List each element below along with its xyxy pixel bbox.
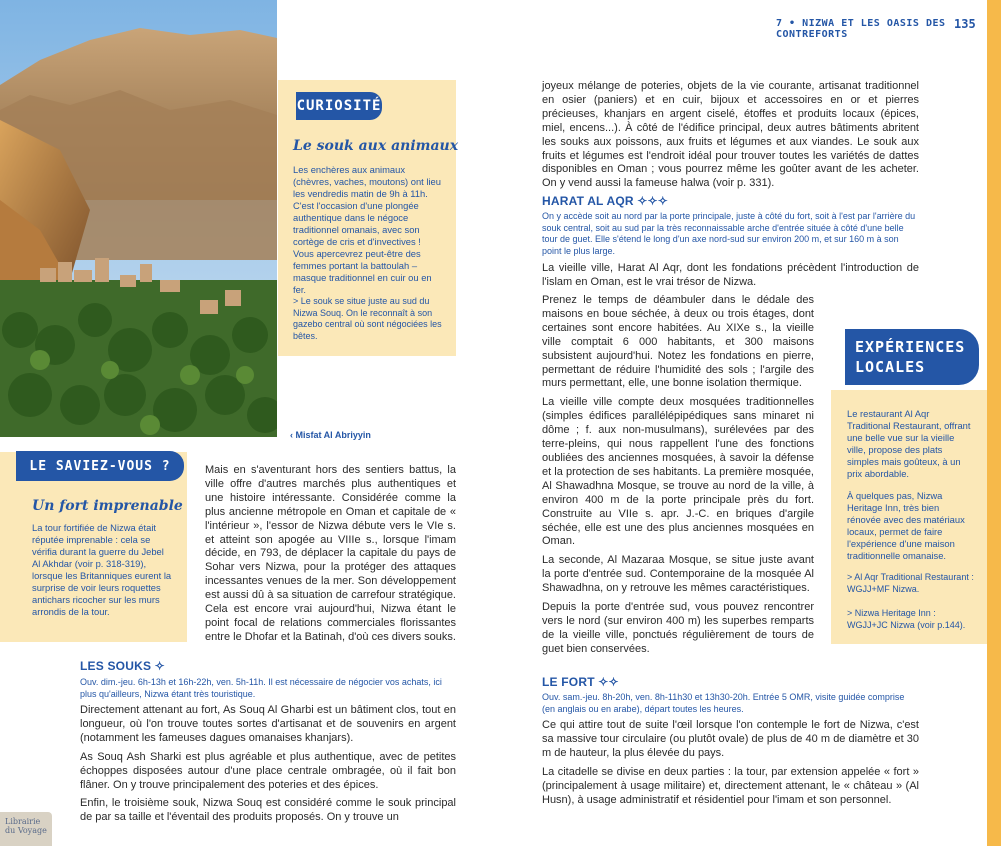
souks-p1: Directement attenant au fort, As Souq Al Gharbi est un bâtiment clos, tout en longueur, où l'on trouve toutes sortes d'artisanat et de souvenirs en argent (notamment les fameuses dagues omanaises khanjars). xyxy=(80,704,456,744)
photo-caption-text: Misfat Al Abriyyin xyxy=(295,430,371,440)
souks-text xyxy=(80,704,456,830)
harat-p5: Depuis la porte d'entrée sud, vous pouvez rencontrer vers le nord (sur environ 400 m) les superbes remparts de la vieille ville, ponctués régulièrement de tours de guet bien conservées. xyxy=(542,601,814,655)
curiosite-body: Les enchères aux animaux (chèvres, vaches, moutons) ont lieu les vendredis matin de 9h à 11h. C'est l'occasion d'une plongée authentique dans le négoce traditionnel omanais, avec son cortège de cris et d'invectives ! Vous apercevrez peut-être des femmes portant la battoulah – masque traditionnel en cuir ou en fer. xyxy=(293,164,441,295)
page-edge-tab xyxy=(987,0,1001,846)
experiences-tag-line1: EXPÉRIENCES xyxy=(855,338,966,356)
fort-p1: Ce qui attire tout de suite l'œil lorsque l'on contemple le fort de Nizwa, c'est sa massive tour circulaire (ou plutôt ovale) de plus de 40 m de diamètre et 30 m de hauteur, la plus élevée du pays. xyxy=(542,719,919,759)
souks-p3: Enfin, le troisième souk, Nizwa Souq est considéré comme le souk principal de par sa taille et l'éventail des produits proposés. On y trouve un xyxy=(80,797,456,824)
harat-p4: La seconde, Al Mazaraa Mosque, se situe juste avant la porte d'entrée sud. Contemporaine de la mosquée Al Shawadhna, on y retrouve les mêmes caractéristiques. xyxy=(542,554,814,595)
harat-p2: Prenez le temps de déambuler dans le dédale des maisons en boue séchée, à deux ou trois étages, dont certaines sont encore habitées. Au XIXe s., la vieille ville comptait 6 000 habitants, et 300 maisons subsistent aujourd'hui. Notez les fondations en pierre, permettant de réduire l'humidité des sols ; l'argile des murs permettant, elle, une bonne isolation thermique. xyxy=(542,294,814,390)
experiences-p2: À quelques pas, Nizwa Heritage Inn, très bien rénovée avec des matériaux locaux, permet de faire l'expérience d'une maison traditionnelle omanaise. xyxy=(847,490,965,561)
page-number: 135 xyxy=(954,17,976,31)
photo-caption: ‹ Misfat Al Abriyyin xyxy=(290,430,371,440)
oasis-photo-illustration xyxy=(0,0,277,437)
harat-text xyxy=(542,294,814,662)
souks-heading: LES SOUKS ✧ xyxy=(80,659,165,673)
fort-heading: LE FORT ✧✧ xyxy=(542,675,619,689)
fort-p2: La citadelle se divise en deux parties : la tour, par extension appelée « fort » (principalement à usage militaire) et, directement attenant, le « château » (Al Husn), à usage administratif et résidentiel pour l'imam et son personnel. xyxy=(542,765,919,806)
saviez-vous-title: Un fort imprenable xyxy=(32,498,183,514)
right-column-top xyxy=(542,80,919,196)
chapter-header: 7 • NIZWA ET LES OASIS DES CONTREFORTS xyxy=(776,18,946,40)
fort-text xyxy=(542,719,919,812)
souk-continuation: joyeux mélange de poteries, objets de la vie courante, artisanat traditionnel en osier (paniers) et en cuir, bijoux et accessoires en or et pierres précieuses, khanjars en argent ciselé, étoffes et produits locaux (épices, miel, encens...). À côté de l'édifice principal, deux autres bâtiments abritent les souks aux poissons, aux fruits et légumes et aux viandes. Le souk aux fruits et légumes est l'endroit idéal pour trouver toutes les variétés de dattes disponibles en Oman ; vous pourrez même les goûter avant de les acheter. On y vend aussi la fameuse halwa (voir p. 331). xyxy=(542,80,919,190)
experiences-ref1: > Al Aqr Traditional Restaurant : WGJJ+MF Nizwa. xyxy=(847,572,974,594)
saviez-vous-tag: LE SAVIEZ-VOUS ? xyxy=(16,451,184,481)
experiences-ref2: > Nizwa Heritage Inn : WGJJ+JC Nizwa (voir p.144). xyxy=(847,608,966,630)
middle-column xyxy=(205,464,456,650)
harat-info: On y accède soit au nord par la porte principale, juste à côté du fort, soit à l'est par l'arrière du souk central, soit au sud par la très reconnaissable arche d'entrée située à côté d'une belle tour de guet. Elle s'étend le long d'un axe nord-sud sur environ 200 m, et sur 160 m à son point le plus large. xyxy=(542,211,916,256)
curiosite-title: Le souk aux animaux xyxy=(293,138,459,154)
experiences-tag xyxy=(845,329,979,385)
logo-line2: du Voyage xyxy=(5,826,47,835)
harat-p3: La vieille ville compte deux mosquées traditionnelles (simples édifices parallélépipédiques sans minaret ni dôme ; f. aux non-musulmans), surélevées par des terre-pleins, qui nous rappellent l'une des fonctions oubliées des anciennes mosquées, à savoir la défense et la protection de ses habitants. La première mosquée, Al Shawadhna Mosque, se trouve au nord de la ville, à environ 400 m de la porte principale près du fort. Construite au VIIe s. apr. J.-C. en briques d'argile séchée, elle est une des plus anciennes mosquées en Oman. xyxy=(542,396,814,548)
experiences-p1: Le restaurant Al Aqr Traditional Restaurant, offrant une belle vue sur la vieille ville, propose des plats simples mais goûteux, à un prix abordable. xyxy=(847,408,971,479)
curiosite-note: > Le souk se situe juste au sud du Nizwa Souq. On le reconnaît à son gazebo central où sont négociées les bêtes. xyxy=(293,296,442,341)
souks-p2: As Souq Ash Sharki est plus agréable et plus authentique, avec de petites échoppes disposées autour d'une place centrale ombragée, où il fait bon flâner. On y trouve principalement des poteries et des épices. xyxy=(80,750,456,791)
landscape-photo xyxy=(0,0,277,437)
curiosite-tag: CURIOSITÉ xyxy=(296,92,382,120)
fort-info: Ouv. sam.-jeu. 8h-20h, ven. 8h-11h30 et 13h30-20h. Entrée 5 OMR, visite guidée comprise (en anglais ou en arabe), départ toutes les heures. xyxy=(542,692,905,714)
saviez-vous-body: La tour fortifiée de Nizwa était réputée imprenable : cela se vérifia durant la guerre du Jebel Al Akhdar (voir p. 318-319), lorsque les Britanniques eurent la surprise de voir leurs roquettes antichars ricocher sur les murs arrondis de la tour. xyxy=(32,522,172,617)
souks-info: Ouv. dim.-jeu. 6h-13h et 16h-22h, ven. 5h-11h. Il est nécessaire de négocier vos achats, ici plus qu'ailleurs, Nizwa étant très touristique. xyxy=(80,677,442,699)
experiences-tag-line2: LOCALES xyxy=(855,358,926,376)
librairie-logo xyxy=(0,812,52,846)
harat-heading: HARAT AL AQR ✧✧✧ xyxy=(542,194,669,208)
harat-text-top xyxy=(542,262,919,295)
intro-paragraph: Mais en s'aventurant hors des sentiers battus, la ville offre d'autres marchés plus authentiques et une histoire intéressante. Considérée comme la plus ancienne métropole en Oman et capitale de « l'intérieur », l'essor de Nizwa débute vers le VIe s. et atteint son apogée au VIIIe s., lorsque l'imam décide, en 793, de déplacer la capitale du pays de Sohar vers Nizwa, pour la protéger des attaques incessantes venues de la mer. Son développement est aussi dû à sa situation de carrefour stratégique. Cela est encore vrai aujourd'hui, Nizwa étant le point focal de relations commerciales florissantes entre le Dhofar et la Batinah, d'où ces divers souks. xyxy=(205,464,456,643)
logo-line1: Librairie xyxy=(5,817,41,826)
harat-p1: La vieille ville, Harat Al Aqr, dont les fondations précèdent l'introduction de l'islam en Oman, est le vrai trésor de Nizwa. xyxy=(542,262,919,288)
